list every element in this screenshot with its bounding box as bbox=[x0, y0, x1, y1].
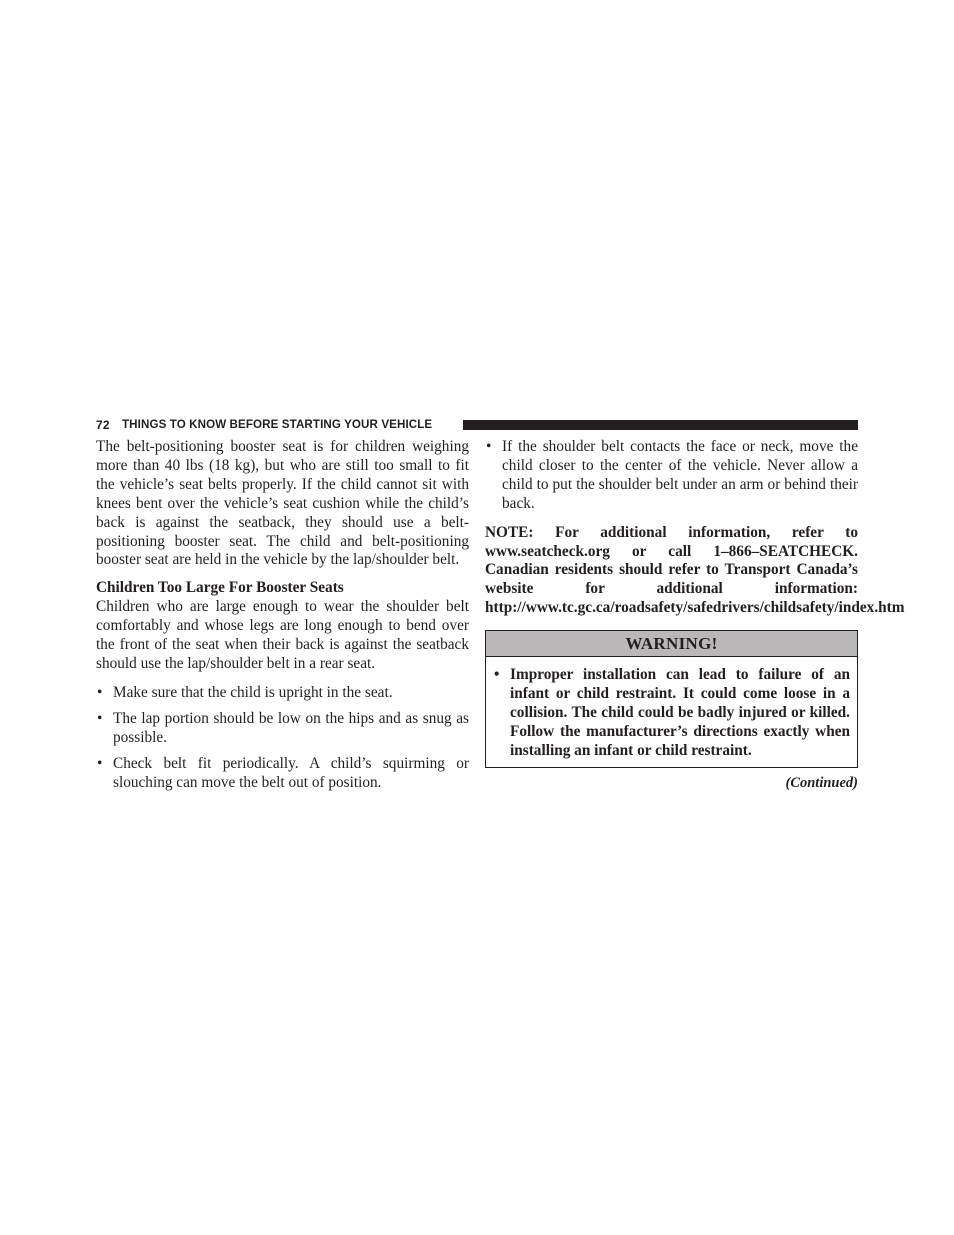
continued-label: (Continued) bbox=[785, 774, 858, 791]
list-item-text: Improper installation can lead to failure of an infant or child restraint. It could come loose in a collision. The child could be badly injured or killed. Follow the manufacturer’s directions exactly when installing an infant or child restraint. bbox=[510, 666, 850, 759]
warning-list bbox=[493, 666, 850, 761]
note-paragraph: NOTE: For additional information, refer to www.seatcheck.org or call 1–866–SEATCHECK. Canadian residents should refer to Transport Canada’s website for additional information: http://www.tc.gc.ca/roadsafety/safedrivers/childsafety/index.htm bbox=[485, 523, 905, 617]
list-item-text: Make sure that the child is upright in the seat. bbox=[113, 683, 393, 701]
right-column bbox=[485, 438, 905, 792]
warning-body bbox=[486, 657, 857, 767]
bullet-icon: • bbox=[97, 683, 103, 701]
list-item bbox=[493, 666, 850, 761]
list-item-text: The lap portion should be low on the hips and as snug as possible. bbox=[113, 709, 469, 746]
booster-seat-paragraph: The belt-positioning booster seat is for children weighing more than 40 lbs (18 kg), but who are still too small to fit the vehicle’s seat belts properly. If the child cannot sit with knees bent over the vehicle’s seat cushion while the child’s back is against the seatback, they should use a belt-positioning booster seat. The child and belt-positioning booster seat are held in the vehicle by the lap/shoulder belt. bbox=[96, 438, 469, 569]
list-item bbox=[96, 684, 469, 703]
bullet-icon: • bbox=[97, 754, 103, 772]
warning-title: WARNING! bbox=[486, 631, 857, 657]
warning-box bbox=[485, 630, 858, 768]
list-item bbox=[96, 710, 469, 748]
list-item-text: If the shoulder belt contacts the face or neck, move the child closer to the center of the vehicle. Never allow a child to put the shoulder belt under an arm or behind their back. bbox=[502, 438, 858, 512]
large-children-paragraph: Children who are large enough to wear the shoulder belt comfortably and whose legs are long enough to bend over the front of the seat when their back is against the seatback should use the lap/shoulder belt in a rear seat. bbox=[96, 598, 469, 672]
bullet-icon: • bbox=[494, 666, 500, 684]
shoulder-belt-list bbox=[485, 438, 858, 514]
list-item bbox=[96, 755, 469, 793]
section-heading: Children Too Large For Booster Seats bbox=[96, 579, 344, 597]
page-number: 72 bbox=[96, 418, 110, 432]
bullet-icon: • bbox=[486, 438, 492, 455]
page-header bbox=[96, 417, 858, 433]
section-title: THINGS TO KNOW BEFORE STARTING YOUR VEHICLE bbox=[122, 418, 433, 431]
left-column bbox=[96, 438, 469, 792]
list-item bbox=[485, 438, 858, 514]
bullet-icon: • bbox=[97, 709, 103, 727]
belt-fit-list bbox=[96, 684, 469, 793]
header-rule-bar bbox=[463, 420, 858, 430]
list-item-text: Check belt fit periodically. A child’s squirming or slouching can move the belt out of position. bbox=[113, 754, 469, 791]
